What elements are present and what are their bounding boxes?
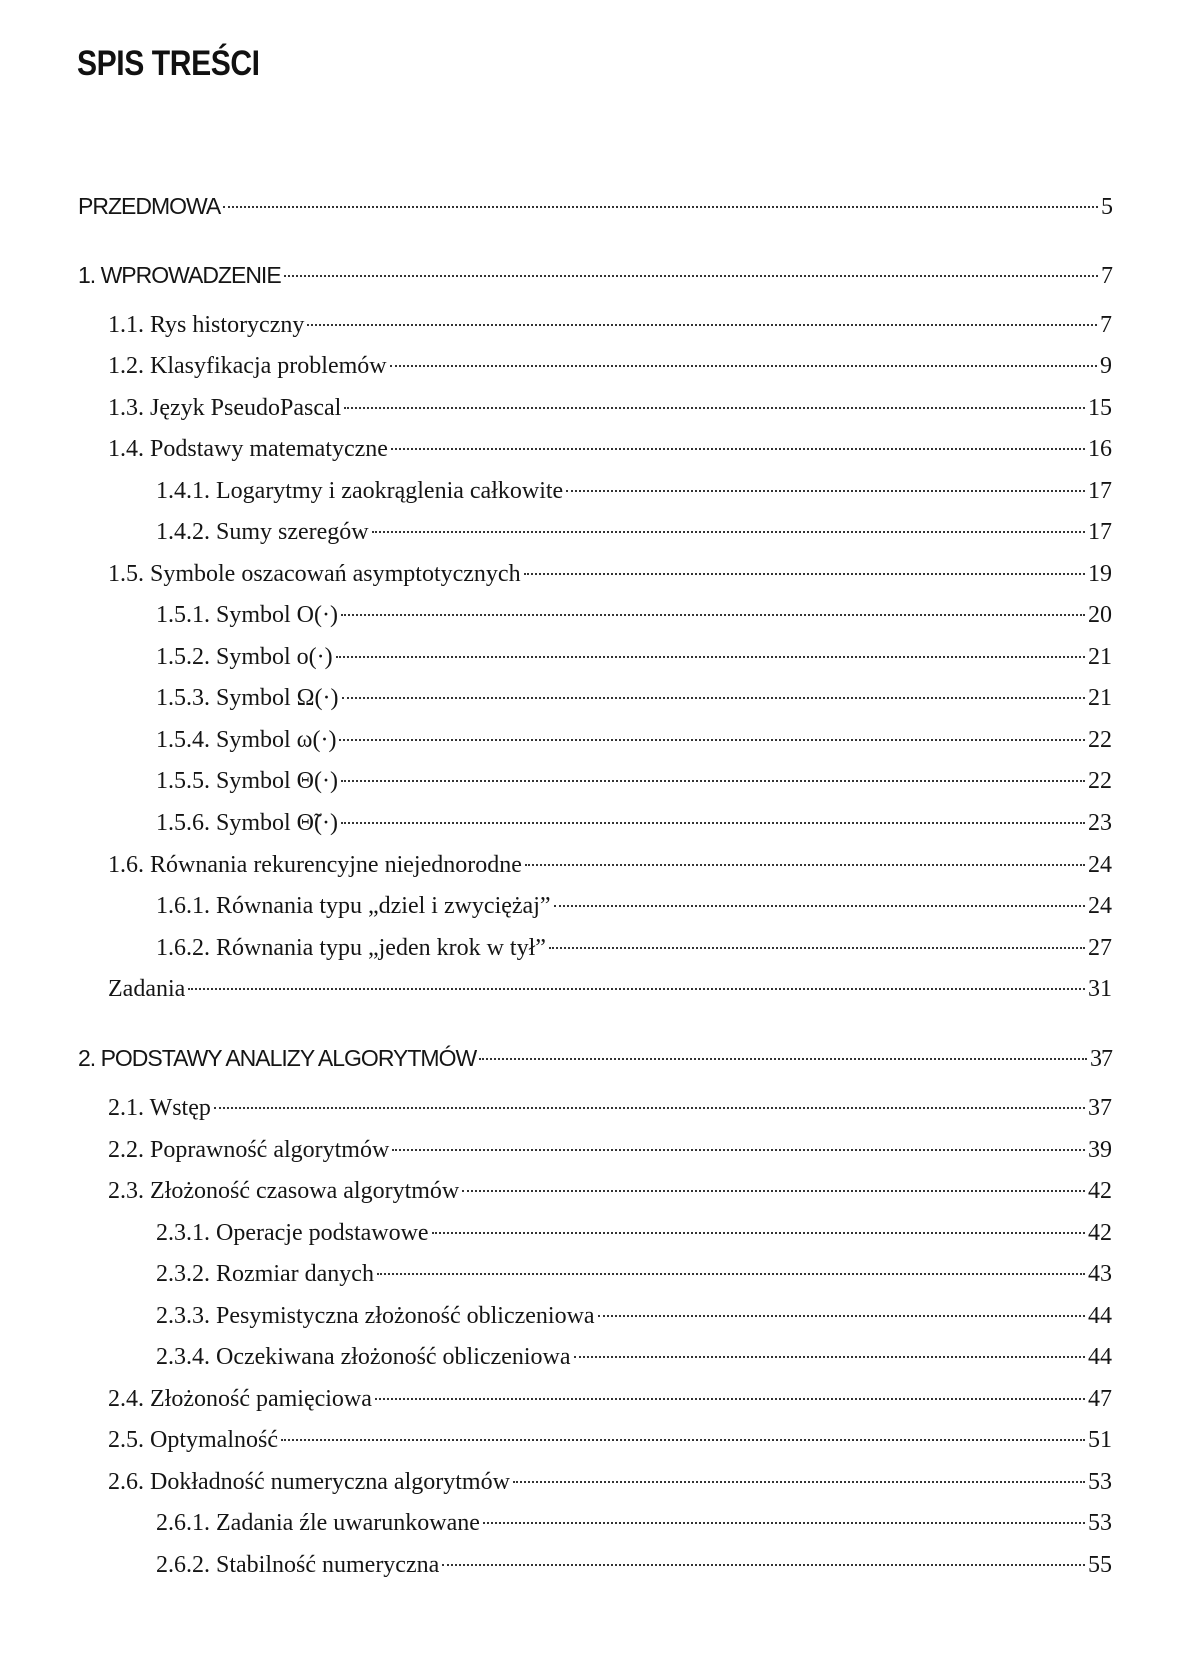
dot-leader	[392, 1149, 1085, 1151]
dot-leader	[390, 365, 1097, 367]
toc-entry-2-6-2	[156, 1547, 1112, 1583]
toc-entry-page: 23	[1088, 810, 1112, 836]
dot-leader	[341, 780, 1085, 782]
toc-entry-page: 44	[1088, 1344, 1112, 1370]
toc-entry-2-6-1	[156, 1505, 1112, 1541]
toc-entry-page: 5	[1101, 194, 1112, 220]
toc-entry-page: 22	[1088, 727, 1112, 753]
toc-entry-1-3	[108, 390, 1112, 426]
toc-entry-1-2	[108, 348, 1112, 384]
toc-entry-label: 1.1. Rys historyczny	[108, 312, 305, 338]
dot-leader	[188, 988, 1085, 990]
toc-entry-2-3-1	[156, 1215, 1112, 1251]
toc-entry-label: 2. PODSTAWY ANALIZY ALGORYTMÓW	[78, 1045, 477, 1071]
dot-leader	[462, 1190, 1085, 1192]
dot-leader	[341, 614, 1085, 616]
toc-entry-2-3-4	[156, 1339, 1112, 1375]
toc-entry-1-5-5	[156, 763, 1112, 799]
dot-leader	[598, 1315, 1085, 1317]
toc-entry-chapter-2	[78, 1040, 1112, 1076]
toc-entry-label: 2.3.1. Operacje podstawowe	[156, 1220, 429, 1246]
toc-entry-1-5-2	[156, 639, 1112, 675]
toc-entry-page: 24	[1088, 893, 1112, 919]
dot-leader	[513, 1481, 1085, 1483]
toc-entry-page: 7	[1101, 263, 1112, 289]
toc-entry-label: 1.6.2. Równania typu „jeden krok w tył”	[156, 935, 546, 961]
toc-entry-page: 16	[1088, 436, 1112, 462]
toc-entry-label: 1.6.1. Równania typu „dziel i zwyciężaj”	[156, 893, 551, 919]
toc-entry-przedmowa	[78, 188, 1112, 224]
toc-entry-page: 42	[1088, 1220, 1112, 1246]
toc-entry-page: 51	[1088, 1427, 1112, 1453]
toc-entry-label: 1.5.3. Symbol Ω(·)	[156, 685, 339, 711]
toc-entry-1-5-3	[156, 680, 1112, 716]
toc-entry-label: 1.4.1. Logarytmy i zaokrąglenia całkowite	[156, 478, 564, 504]
toc-entry-1-6-1	[156, 888, 1112, 924]
dot-leader	[524, 573, 1085, 575]
dot-leader	[375, 1398, 1085, 1400]
dot-leader	[372, 531, 1085, 533]
dot-leader	[377, 1273, 1085, 1275]
dot-leader	[281, 1439, 1085, 1441]
dot-leader	[391, 448, 1085, 450]
toc-entry-label: 1.2. Klasyfikacja problemów	[108, 353, 387, 379]
toc-entry-label: 2.4. Złożoność pamięciowa	[108, 1386, 372, 1412]
toc-entry-label: PRZEDMOWA	[78, 193, 221, 219]
dot-leader	[479, 1058, 1087, 1060]
dot-leader	[566, 490, 1085, 492]
toc-entry-label: 2.1. Wstęp	[108, 1095, 211, 1121]
dot-leader	[549, 947, 1085, 949]
toc-entry-page: 42	[1088, 1178, 1112, 1204]
toc-entry-page: 15	[1088, 395, 1112, 421]
toc-entry-page: 17	[1088, 478, 1112, 504]
toc-entry-label: 2.3.4. Oczekiwana złożoność obliczeniowa	[156, 1344, 571, 1370]
dot-leader	[432, 1232, 1085, 1234]
toc-entry-label: Zadania	[108, 976, 186, 1002]
dot-leader	[554, 905, 1085, 907]
toc-entry-page: 39	[1088, 1137, 1112, 1163]
toc-entry-label: 2.2. Poprawność algorytmów	[108, 1137, 390, 1163]
toc-entry-label: 2.6.2. Stabilność numeryczna	[156, 1552, 440, 1578]
toc-entry-page: 17	[1088, 519, 1112, 545]
toc-entry-1-6	[108, 847, 1112, 883]
toc-entry-label: 1.5.4. Symbol ω(·)	[156, 727, 337, 753]
toc-entry-page: 20	[1088, 602, 1112, 628]
dot-leader	[214, 1107, 1085, 1109]
toc-entry-2-6	[108, 1464, 1112, 1500]
toc-entry-1-5	[108, 556, 1112, 592]
toc-entry-label: 1.4.2. Sumy szeregów	[156, 519, 369, 545]
toc-entry-1-4-2	[156, 514, 1112, 550]
toc-entry-page: 37	[1090, 1046, 1112, 1072]
toc-entry-label: 2.6. Dokładność numeryczna algorytmów	[108, 1469, 510, 1495]
page-title: SPIS TREŚCI	[77, 44, 260, 83]
toc-entry-1-1	[108, 307, 1112, 343]
toc-entry-label: 1. WPROWADZENIE	[78, 262, 281, 288]
dot-leader	[483, 1522, 1085, 1524]
toc-entry-2-1	[108, 1090, 1112, 1126]
toc-entry-label: 1.5. Symbole oszacowań asymptotycznych	[108, 561, 521, 587]
toc-entry-label: 1.5.5. Symbol Θ(·)	[156, 768, 338, 794]
toc-entry-page: 21	[1088, 685, 1112, 711]
toc-entry-label: 2.6.1. Zadania źle uwarunkowane	[156, 1510, 480, 1536]
dot-leader	[339, 739, 1085, 741]
toc-entry-page: 31	[1088, 976, 1112, 1002]
toc-entry-label: 1.5.2. Symbol o(·)	[156, 644, 333, 670]
toc-entry-page: 21	[1088, 644, 1112, 670]
toc-entry-label: 2.3.3. Pesymistyczna złożoność obliczeniowa	[156, 1303, 595, 1329]
toc-entry-2-5	[108, 1422, 1112, 1458]
toc-entry-page: 53	[1088, 1510, 1112, 1536]
dot-leader	[336, 656, 1085, 658]
toc-entry-page: 22	[1088, 768, 1112, 794]
toc-entry-zadania	[108, 971, 1112, 1007]
toc-entry-1-5-6	[156, 805, 1112, 841]
toc-entry-2-3-2	[156, 1256, 1112, 1292]
dot-leader	[574, 1356, 1085, 1358]
toc-entry-1-5-1	[156, 597, 1112, 633]
toc-entry-label: 1.5.1. Symbol O(·)	[156, 602, 338, 628]
dot-leader	[344, 407, 1085, 409]
dot-leader	[525, 864, 1085, 866]
toc-entry-1-5-4	[156, 722, 1112, 758]
toc-entry-page: 27	[1088, 935, 1112, 961]
toc-entry-label: 1.5.6. Symbol Θ̃(·)	[156, 810, 338, 836]
dot-leader	[307, 324, 1097, 326]
toc-entry-label: 1.3. Język PseudoPascal	[108, 395, 342, 421]
toc-entry-page: 24	[1088, 852, 1112, 878]
toc-entry-page: 53	[1088, 1469, 1112, 1495]
toc-entry-chapter-1	[78, 257, 1112, 293]
toc-entry-page: 7	[1100, 312, 1112, 338]
dot-leader	[442, 1564, 1085, 1566]
toc-entry-label: 2.3. Złożoność czasowa algorytmów	[108, 1178, 460, 1204]
toc-entry-2-2	[108, 1132, 1112, 1168]
dot-leader	[342, 697, 1086, 699]
toc-entry-2-3	[108, 1173, 1112, 1209]
toc-entry-label: 2.5. Optymalność	[108, 1427, 278, 1453]
toc-entry-label: 1.4. Podstawy matematyczne	[108, 436, 388, 462]
toc-entry-2-4	[108, 1381, 1112, 1417]
toc-entry-page: 47	[1088, 1386, 1112, 1412]
toc-entry-1-4-1	[156, 473, 1112, 509]
toc-entry-1-6-2	[156, 930, 1112, 966]
toc-entry-page: 44	[1088, 1303, 1112, 1329]
toc-entry-page: 43	[1088, 1261, 1112, 1287]
toc-entry-page: 55	[1088, 1552, 1112, 1578]
toc-entry-2-3-3	[156, 1298, 1112, 1334]
toc-entry-page: 37	[1088, 1095, 1112, 1121]
toc-entry-page: 9	[1100, 353, 1112, 379]
dot-leader	[341, 822, 1085, 824]
dot-leader	[223, 206, 1098, 208]
dot-leader	[284, 275, 1098, 277]
toc-entry-label: 2.3.2. Rozmiar danych	[156, 1261, 374, 1287]
toc-entry-label: 1.6. Równania rekurencyjne niejednorodne	[108, 852, 522, 878]
toc-entry-page: 19	[1088, 561, 1112, 587]
toc-entry-1-4	[108, 431, 1112, 467]
